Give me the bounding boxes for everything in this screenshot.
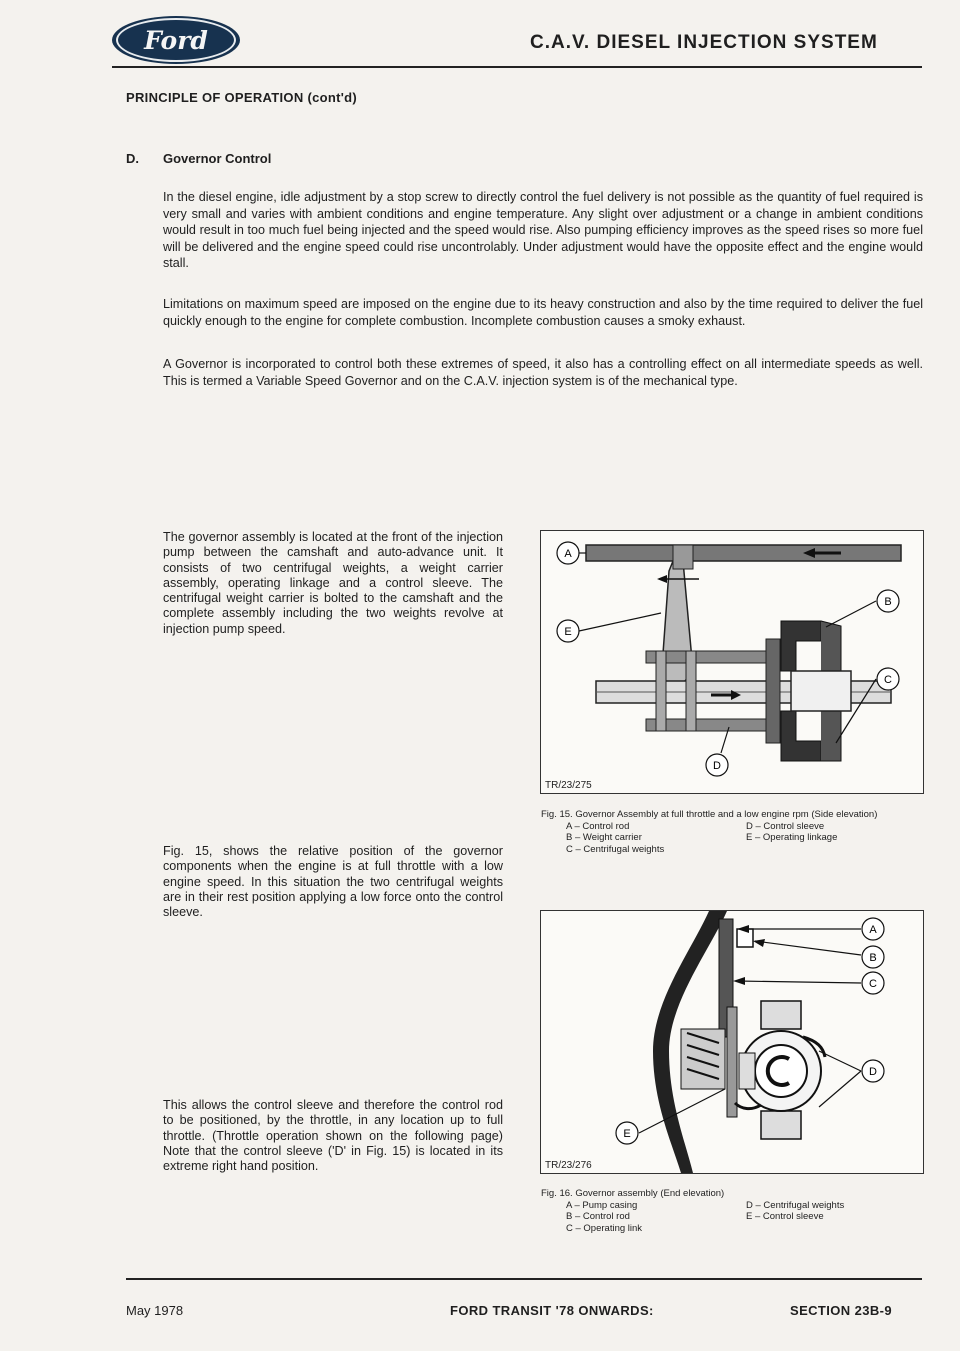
legend-item: D – Centrifugal weights [746, 1199, 845, 1211]
governor-side-elevation-drawing [541, 531, 923, 793]
figure-15-caption [541, 809, 921, 855]
paragraph-governor: A Governor is incorporated to control both these extremes of speed, it also has a controlling effect on all intermediate speeds as well. This is termed a Variable Speed Governor and on the C.A.V. injection system is of the mechanical type. [163, 357, 923, 388]
paragraph-maximum-speed: Limitations on maximum speed are imposed on the engine due to its heavy construction and also by the time required to deliver the fuel quickly enough to the engine for complete combustion. Incomplete combustion causes a smoky exhaust. [163, 297, 923, 328]
figure-16-label-e: E [623, 1128, 631, 1140]
legend-item: D – Control sleeve [746, 820, 825, 832]
legend-item [746, 844, 926, 856]
label-a-marker [862, 918, 884, 940]
legend-item: C – Centrifugal weights [566, 843, 665, 855]
legend-item: E – Operating linkage [746, 832, 838, 844]
figure-15-diagram [540, 530, 924, 794]
legend-item: A – Pump casing [566, 1199, 638, 1211]
figure-15-reference: TR/23/275 [545, 780, 592, 791]
footer-section-number: SECTION 23B-9 [790, 1303, 893, 1318]
figure-15-label-c: C [884, 674, 892, 686]
figure-16-reference: TR/23/276 [545, 1160, 592, 1171]
header-rule [112, 66, 922, 68]
figure-16-label-b: B [869, 952, 877, 964]
figure-15-label-a: A [564, 548, 572, 560]
governor-end-elevation-drawing [541, 911, 923, 1173]
figure-16-legend [541, 1200, 921, 1235]
legend-item [746, 1223, 926, 1235]
figure-15-legend [541, 821, 921, 856]
label-c-marker [862, 972, 884, 994]
ford-logo-text: Ford [116, 18, 236, 62]
label-b-marker [877, 590, 899, 612]
label-a-marker [557, 542, 579, 564]
label-d-marker [862, 1060, 884, 1082]
subsection-letter: D. [126, 151, 139, 166]
page-header-title: C.A.V. DIESEL INJECTION SYSTEM [530, 32, 878, 53]
label-b-marker [862, 946, 884, 968]
label-e-marker [616, 1122, 638, 1144]
label-c-marker [877, 668, 899, 690]
legend-item: B – Control rod [566, 1211, 630, 1223]
footer-title: FORD TRANSIT '78 ONWARDS: [450, 1303, 654, 1318]
legend-item: A – Control rod [566, 820, 630, 832]
paragraph-control-sleeve: This allows the control sleeve and therefore the control rod to be positioned, by the throttle, in any location up to full throttle. (Throttle operation shown on the following page) Note that the control sleeve ('D' in Fig. 15) is located in its extreme right hand position. [163, 1098, 503, 1174]
figure-15-label-e: E [564, 626, 572, 638]
figure-16-label-c: C [869, 978, 877, 990]
figure-15-caption-title: Fig. 15. Governor Assembly at full throttle and a low engine rpm (Side elevation) [541, 809, 878, 820]
paragraph-idle-adjustment: In the diesel engine, idle adjustment by a stop screw to directly control the fuel delivery is not possible as the quantity of fuel required is very small and varies with ambient conditions and engine temperature. Any slight over adjustment or a change in ambient conditions would result in too much fuel being injected and the speed would rise. Also pumping efficiency improves as the speed rises so more fuel will be delivered and the engine speed could rise uncontrolably. Under adjustment would have the opposite effect and the engine would stall. [163, 190, 923, 271]
label-d-marker [706, 754, 728, 776]
figure-15-label-b: B [884, 596, 892, 608]
legend-item: C – Operating link [566, 1222, 643, 1234]
paragraph-governor-assembly: The governor assembly is located at the front of the injection pump between the camshaft and auto-advance unit. It consists of two centrifugal weights, a weight carrier assembly, operating linkage and a control sleeve. The centrifugal weight carrier is bolted to the camshaft and the complete assembly including the two weights revolve at injection pump speed. [163, 530, 503, 636]
label-e-marker [557, 620, 579, 642]
footer-date: May 1978 [126, 1303, 184, 1318]
figure-16-caption [541, 1188, 921, 1234]
legend-item: B – Weight carrier [566, 832, 642, 844]
figure-15-label-d: D [713, 760, 721, 772]
footer-rule [126, 1278, 922, 1280]
paragraph-fig15-description: Fig. 15, shows the relative position of the governor components when the engine is at full throttle with a low engine speed. In this situation the two centrifugal weights are in their rest position applying a low force onto the control sleeve. [163, 844, 503, 920]
figure-16-label-d: D [869, 1066, 877, 1078]
section-heading: PRINCIPLE OF OPERATION (cont'd) [126, 90, 357, 105]
subsection-title: Governor Control [163, 151, 272, 166]
control-rod-shape [586, 545, 901, 561]
ford-logo [112, 16, 240, 64]
legend-item: E – Control sleeve [746, 1211, 824, 1223]
figure-16-caption-title: Fig. 16. Governor assembly (End elevation) [541, 1188, 725, 1199]
figure-16-diagram [540, 910, 924, 1174]
figure-16-label-a: A [869, 924, 877, 936]
